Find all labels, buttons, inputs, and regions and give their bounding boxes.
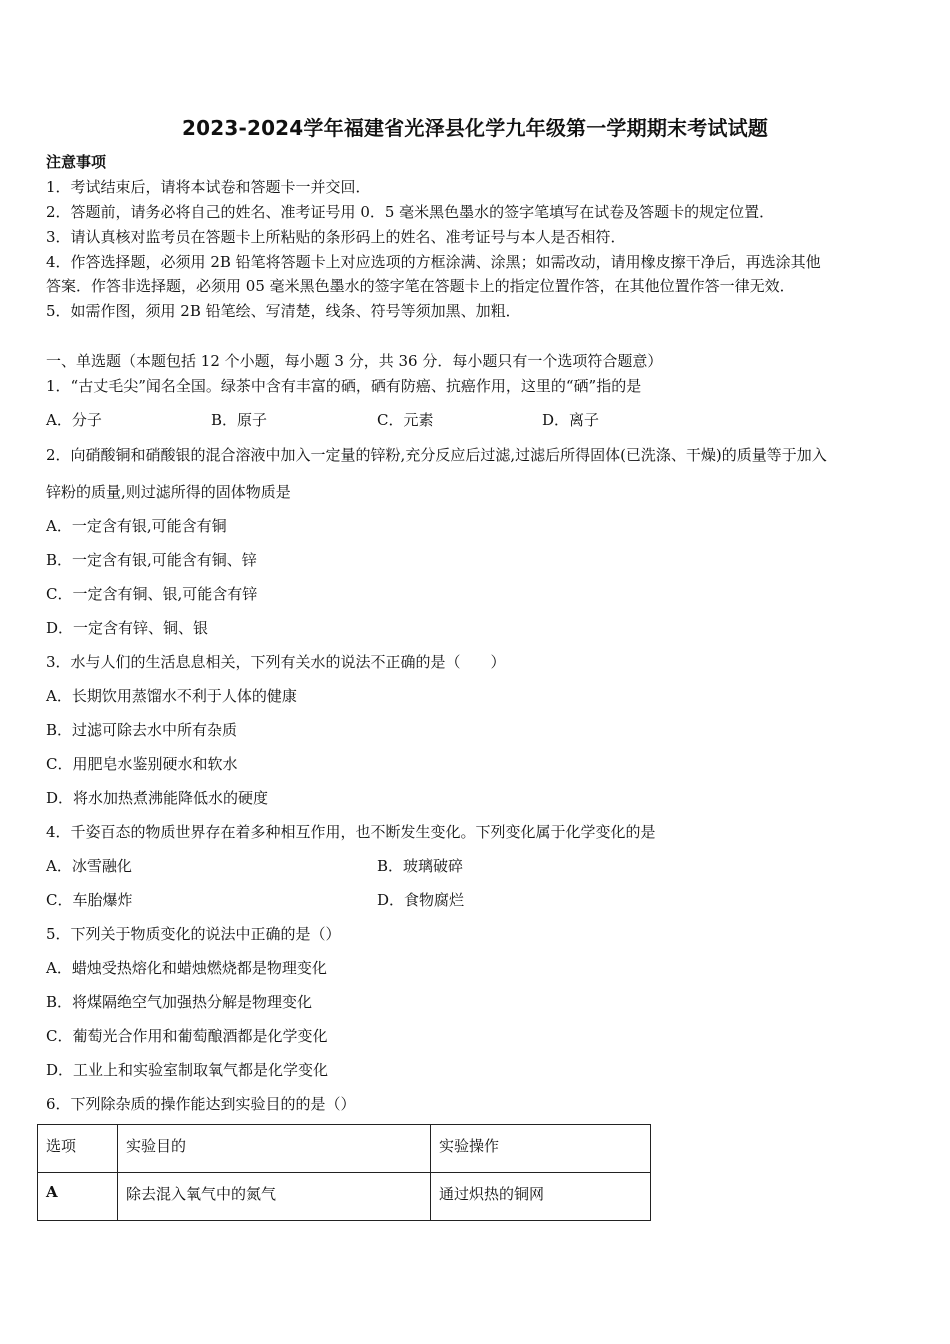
q5-option-d: D．工业上和实验室制取氧气都是化学变化 [46, 1061, 329, 1079]
table-cell: A [38, 1173, 118, 1221]
table-row [38, 1173, 651, 1221]
question-5-stem: 5．下列关于物质变化的说法中正确的是（） [46, 925, 341, 943]
table-cell: 通过炽热的铜网 [431, 1173, 651, 1221]
page-title: 2023-2024学年福建省光泽县化学九年级第一学期期末考试试题 [181, 116, 769, 140]
notice-item: 5．如需作图，须用 2B 铅笔绘、写清楚，线条、符号等须加黑、加粗． [46, 302, 521, 320]
q2-option-b: B．一定含有银,可能含有铜、锌 [46, 551, 257, 569]
notice-item: 答案．作答非选择题，必须用 05 毫米黑色墨水的签字笔在答题卡上的指定位置作答，在其他位置作答一律无效． [46, 277, 795, 295]
notice-item: 3．请认真核对监考员在答题卡上所粘贴的条形码上的姓名、准考证号与本人是否相符． [46, 228, 626, 246]
notice-item: 1．考试结束后，请将本试卷和答题卡一并交回． [46, 178, 371, 196]
q5-option-a: A．蜡烛受热熔化和蜡烛燃烧都是物理变化 [46, 959, 327, 977]
q1-option-a: A．分子 [46, 411, 102, 429]
q3-option-d: D．将水加热煮沸能降低水的硬度 [46, 789, 269, 807]
q4-option-a: A．冰雪融化 [46, 857, 132, 875]
table-header-cell: 实验操作 [431, 1125, 651, 1173]
q4-option-d: D．食物腐烂 [377, 891, 465, 909]
table-header-cell: 选项 [38, 1125, 118, 1173]
q2-option-a: A．一定含有银,可能含有铜 [46, 517, 227, 535]
table-header-cell: 实验目的 [118, 1125, 431, 1173]
q1-option-b: B．原子 [211, 411, 268, 429]
question-6-stem: 6．下列除杂质的操作能达到实验目的的是（） [46, 1095, 356, 1113]
question-2-stem-cont: 锌粉的质量,则过滤所得的固体物质是 [46, 483, 291, 501]
q1-option-d: D．离子 [542, 411, 600, 429]
notice-item: 4．作答选择题，必须用 2B 铅笔将答题卡上对应选项的方框涂满、涂黑；如需改动，请用橡皮擦干净后，再选涂其他 [46, 253, 821, 271]
q2-option-d: D．一定含有锌、铜、银 [46, 619, 209, 637]
notice-heading: 注意事项 [46, 153, 107, 171]
question-1-stem: 1．“古丈毛尖”闻名全国。绿茶中含有丰富的硒，硒有防癌、抗癌作用，这里的“硒”指的是 [46, 377, 642, 395]
table-cell: 除去混入氧气中的氮气 [118, 1173, 431, 1221]
section-heading: 一、单选题（本题包括 12 个小题，每小题 3 分，共 36 分．每小题只有一个选项符合题意） [46, 352, 663, 370]
q3-option-a: A．长期饮用蒸馏水不利于人体的健康 [46, 687, 297, 705]
q1-option-c: C．元素 [377, 411, 434, 429]
q4-option-b: B．玻璃破碎 [377, 857, 464, 875]
q3-option-c: C．用肥皂水鉴别硬水和软水 [46, 755, 238, 773]
q3-option-b: B．过滤可除去水中所有杂质 [46, 721, 238, 739]
question-6-table [37, 1124, 651, 1221]
q4-option-c: C．车胎爆炸 [46, 891, 133, 909]
question-2-stem: 2．向硝酸铜和硝酸银的混合溶液中加入一定量的锌粉,充分反应后过滤,过滤后所得固体(已洗涤、干燥)的质量等于加入 [46, 446, 827, 464]
notice-item: 2．答题前，请务必将自己的姓名、准考证号用 0．5 毫米黑色墨水的签字笔填写在试卷及答题卡的规定位置． [46, 203, 775, 221]
q2-option-c: C．一定含有铜、银,可能含有锌 [46, 585, 258, 603]
question-4-stem: 4．千姿百态的物质世界存在着多种相互作用，也不断发生变化。下列变化属于化学变化的是 [46, 823, 656, 841]
q5-option-b: B．将煤隔绝空气加强热分解是物理变化 [46, 993, 313, 1011]
question-3-stem: 3．水与人们的生活息息相关，下列有关水的说法不正确的是（ ） [46, 653, 506, 671]
table-header-row [38, 1125, 651, 1173]
q5-option-c: C．葡萄光合作用和葡萄酿酒都是化学变化 [46, 1027, 328, 1045]
